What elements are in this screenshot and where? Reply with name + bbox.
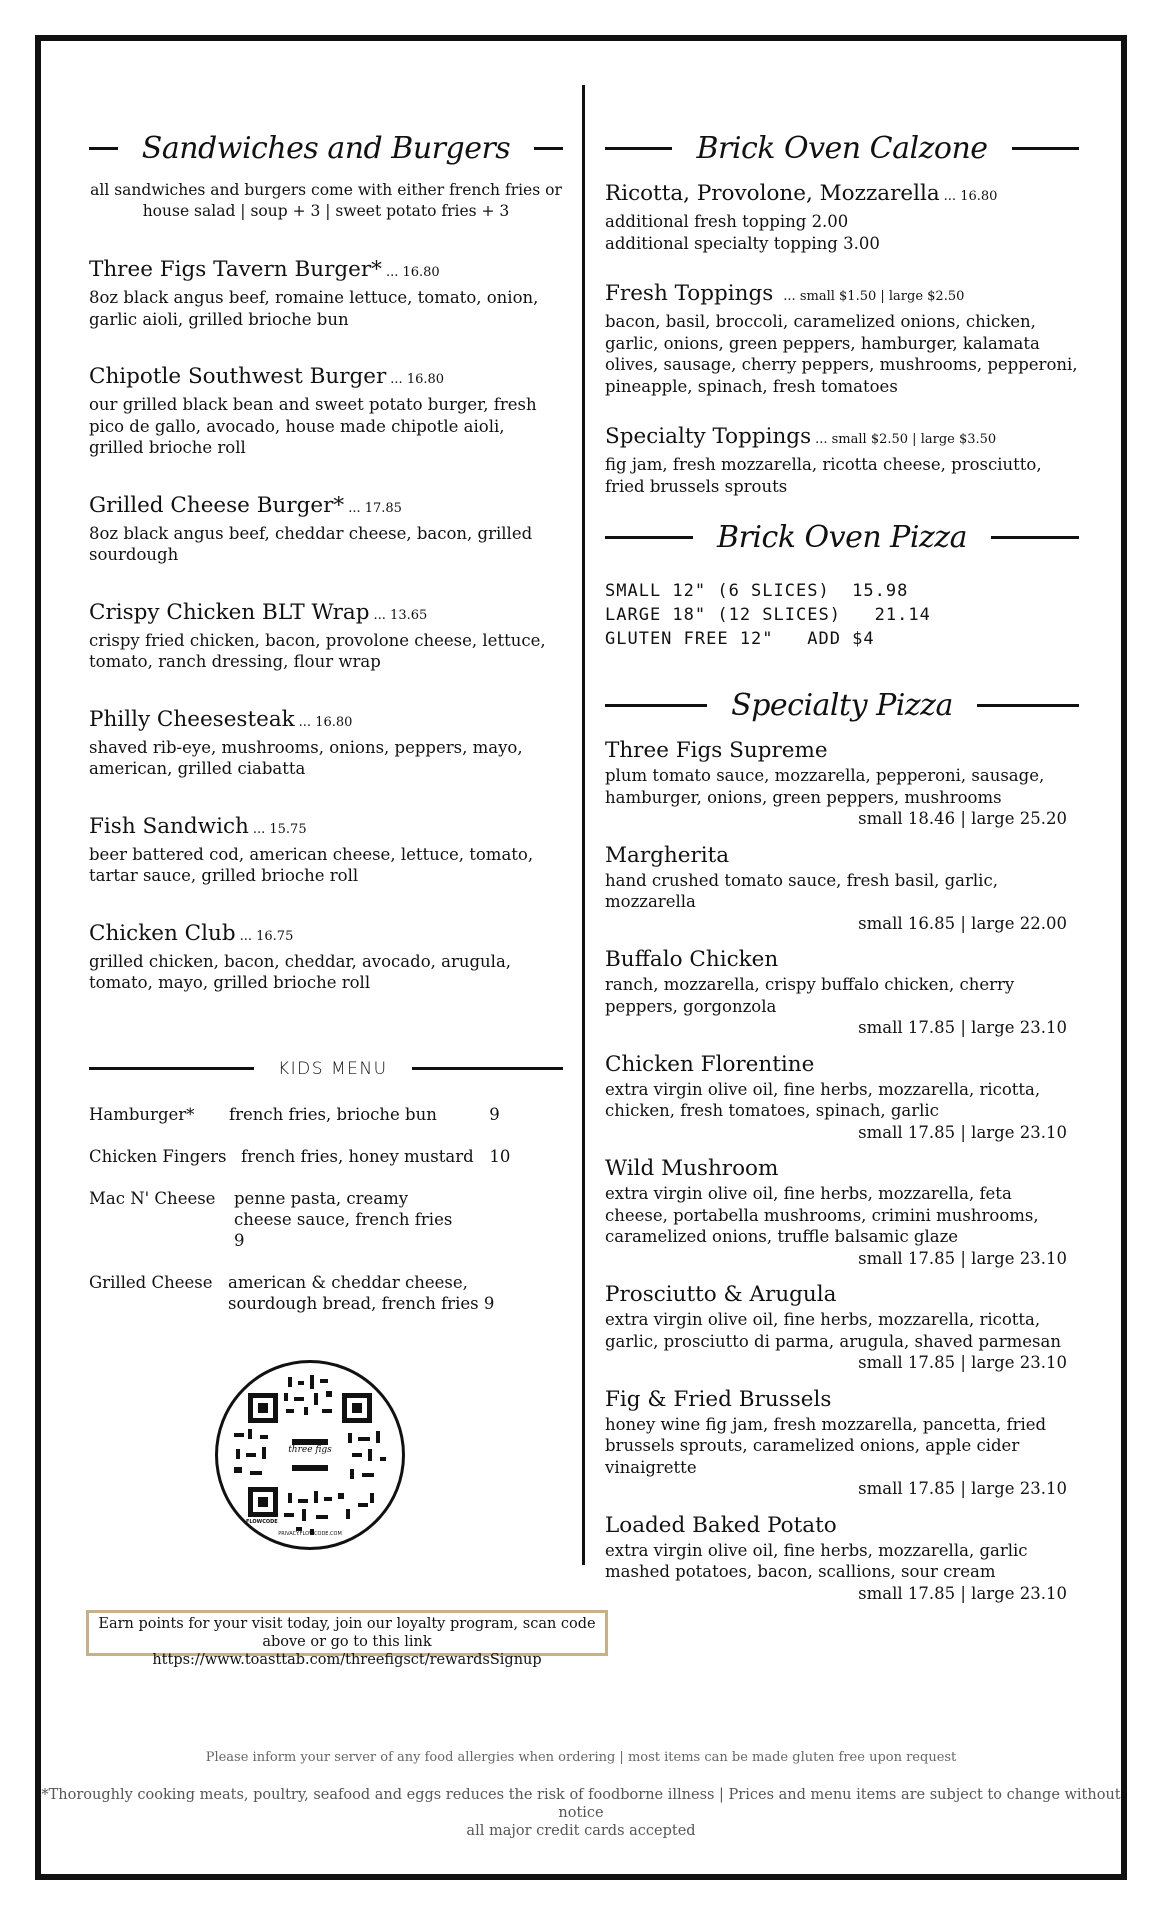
- item-description: hand crushed tomato sauce, fresh basil, garlic, mozzarella: [605, 870, 998, 911]
- item-description: 8oz black angus beef, cheddar cheese, bacon, grilled sourdough: [89, 523, 533, 564]
- item-price: small 16.85 | large 22.00: [858, 913, 1067, 933]
- fresh-toppings: [605, 280, 1079, 397]
- item-name: Chicken Florentine: [605, 1051, 815, 1077]
- item-price: small 17.85 | large 23.10: [858, 1018, 1067, 1037]
- column-divider: [582, 85, 585, 1565]
- sandwiches-header: [89, 118, 563, 178]
- item-name: Prosciutto & Arugula: [605, 1282, 837, 1307]
- item-description: extra virgin olive oil, fine herbs, mozzarella, feta cheese, portabella mushrooms, crimini mushrooms, caramelized onions, truffle balsamic glaze: [605, 1184, 1039, 1246]
- pizza-size-line: LARGE 18" (12 SLICES) 21.14: [605, 605, 931, 625]
- menu-item: [89, 599, 563, 673]
- header-rule: [991, 536, 1079, 539]
- item-price: ... 16.75: [239, 928, 294, 944]
- section-title: Sandwiches and Burgers: [141, 130, 511, 166]
- pizza-item: [605, 842, 1079, 935]
- item-name: Buffalo Chicken: [605, 947, 779, 972]
- item-name: Grilled Cheese Burger*: [89, 492, 345, 518]
- item-name: Chicken Club: [89, 920, 236, 946]
- pizza-size-line: GLUTEN FREE 12" ADD $4: [605, 629, 875, 649]
- section-title: Brick Oven Pizza: [717, 519, 967, 555]
- left-column: [89, 118, 563, 1335]
- qr-code[interactable]: [215, 1360, 405, 1550]
- item-name: Wild Mushroom: [605, 1156, 779, 1181]
- item-name: Ricotta, Provolone, Mozzarella: [605, 181, 940, 206]
- item-price: ... 16.80: [385, 265, 440, 280]
- pizza-size-line: SMALL 12" (6 SLICES) 15.98: [605, 581, 909, 601]
- item-description: our grilled black bean and sweet potato burger, fresh pico de gallo, avocado, house made chipotle aioli, grilled brioche roll: [89, 395, 537, 457]
- kids-item: [89, 1104, 563, 1125]
- specialty-pizza-header: [605, 675, 1079, 735]
- item-description: bacon, basil, broccoli, caramelized onions, chicken, garlic, onions, green peppers, hamburger, kalamata olives, sausage, cherry peppers, mushrooms, pepperoni, pineapple, spinach, fresh tomatoes: [605, 312, 1078, 396]
- header-rule: [412, 1067, 563, 1070]
- menu-item: [89, 920, 563, 994]
- item-description: honey wine fig jam, fresh mozzarella, pancetta, fried brussels sprouts, caramelized onions, apple cider vinaigrette: [605, 1414, 1047, 1477]
- item-price: ... 16.80: [390, 372, 445, 387]
- item-price: small 17.85 | large 23.10: [858, 1248, 1067, 1268]
- qr-flowcode-label: FLOWCODE: [246, 1519, 278, 1525]
- header-rule: [605, 147, 672, 150]
- item-price: ... 16.80: [943, 189, 998, 204]
- item-description: ranch, mozzarella, crispy buffalo chicken, cherry peppers, gorgonzola: [605, 975, 1015, 1016]
- kids-item-desc: american & cheddar cheese, sourdough bread, french fries 9: [228, 1272, 495, 1313]
- item-description: extra virgin olive oil, fine herbs, mozzarella, garlic mashed potatoes, bacon, scallions, sour cream: [605, 1540, 1028, 1581]
- right-column: [605, 118, 1079, 1616]
- allergy-notice: Please inform your server of any food allergies when ordering | most items can be made gluten free upon request: [205, 1750, 957, 1765]
- section-title: Brick Oven Calzone: [696, 130, 988, 166]
- item-description: extra virgin olive oil, fine herbs, mozzarella, ricotta, garlic, prosciutto di parma, arugula, shaved parmesan: [605, 1310, 1061, 1351]
- item-price: small 17.85 | large 23.10: [858, 1583, 1067, 1603]
- pizza-item: [605, 1386, 1079, 1500]
- menu-item: [89, 813, 563, 887]
- item-description: extra virgin olive oil, fine herbs, mozzarella, ricotta, chicken, fresh tomatoes, spinach, garlic: [605, 1079, 1041, 1120]
- item-name: Philly Cheesesteak: [89, 706, 295, 732]
- menu-item: [89, 363, 563, 459]
- kids-menu-title: KIDS MENU: [278, 1058, 388, 1079]
- pizza-item: [605, 1281, 1079, 1374]
- pizza-sizes: [605, 579, 1079, 651]
- item-price: small 18.46 | large 25.20: [858, 809, 1067, 828]
- sandwiches-note: all sandwiches and burgers come with either french fries or house salad | soup + 3 | sweet potato fries + 3: [90, 181, 562, 220]
- item-description: shaved rib-eye, mushrooms, onions, peppers, mayo, american, grilled ciabatta: [89, 737, 523, 778]
- calzone-extra-line: additional specialty topping 3.00: [605, 233, 880, 253]
- qr-brand-text: three figs: [288, 1445, 332, 1455]
- pizza-item: [605, 737, 1079, 830]
- header-rule: [605, 536, 693, 539]
- item-name: Chipotle Southwest Burger: [89, 364, 387, 389]
- item-name: Loaded Baked Potato: [605, 1512, 837, 1538]
- item-price: ... 16.80: [298, 714, 353, 730]
- kids-item-name: Chicken Fingers: [89, 1146, 227, 1166]
- item-description: crispy fried chicken, bacon, provolone cheese, lettuce, tomato, ranch dressing, flour wrap: [89, 630, 546, 671]
- header-rule: [977, 704, 1079, 707]
- header-rule: [89, 147, 118, 150]
- pizza-header: [605, 507, 1079, 567]
- item-name: Margherita: [605, 842, 730, 868]
- item-name: Crispy Chicken BLT Wrap: [89, 599, 370, 625]
- header-rule: [1012, 147, 1079, 150]
- item-name: Three Figs Supreme: [605, 738, 828, 763]
- specialty-toppings: [605, 423, 1079, 497]
- item-price: ... 15.75: [252, 821, 307, 837]
- menu-item: [89, 706, 563, 780]
- header-rule: [605, 704, 707, 707]
- calzone-extra-line: additional fresh topping 2.00: [605, 212, 849, 231]
- item-name: Fish Sandwich: [89, 813, 249, 839]
- item-description: beer battered cod, american cheese, lettuce, tomato, tartar sauce, grilled brioche roll: [89, 844, 534, 885]
- pizza-item: [605, 1512, 1079, 1605]
- item-name: Specialty Toppings: [605, 424, 812, 449]
- item-price: ... 13.65: [373, 607, 428, 623]
- kids-item-name: Mac N' Cheese: [89, 1188, 216, 1208]
- item-price: small 17.85 | large 23.10: [858, 1122, 1067, 1142]
- food-safety-notice: *Thoroughly cooking meats, poultry, seafood and eggs reduces the risk of foodborne illness | Prices and menu items are subject to change without notice: [41, 1787, 1121, 1821]
- credit-card-notice: all major credit cards accepted: [466, 1823, 696, 1839]
- footer-notice: [35, 1786, 1127, 1840]
- kids-item-desc: french fries, brioche bun 9: [229, 1104, 500, 1124]
- calzone-main: [605, 180, 1079, 254]
- kids-item-name: Grilled Cheese: [89, 1272, 213, 1292]
- item-description: 8oz black angus beef, romaine lettuce, tomato, onion, garlic aioli, grilled brioche bun: [89, 288, 539, 329]
- item-name: Three Figs Tavern Burger*: [89, 257, 382, 282]
- section-title: Specialty Pizza: [731, 687, 953, 723]
- header-rule: [89, 1067, 254, 1070]
- item-description: grilled chicken, bacon, cheddar, avocado, arugula, tomato, mayo, grilled brioche roll: [89, 951, 512, 992]
- kids-item-desc: penne pasta, creamy cheese sauce, french fries 9: [234, 1188, 453, 1250]
- loyalty-box: Earn points for your visit today, join our loyalty program, scan code above or go to this link https://www.toasttab.com/threefigsct/rewardsSignup: [86, 1610, 608, 1656]
- item-description: fig jam, fresh mozzarella, ricotta cheese, prosciutto, fried brussels sprouts: [605, 455, 1042, 496]
- kids-item-desc: french fries, honey mustard 10: [241, 1146, 511, 1166]
- pizza-item: [605, 1051, 1079, 1144]
- kids-item: [89, 1146, 563, 1167]
- header-rule: [534, 147, 563, 150]
- menu-item: [89, 256, 563, 330]
- item-price: ... small $2.50 | large $3.50: [815, 432, 997, 447]
- pizza-item: [605, 946, 1079, 1039]
- item-price: ... 17.85: [348, 500, 402, 516]
- calzone-header: [605, 118, 1079, 178]
- item-name: Fig & Fried Brussels: [605, 1386, 832, 1412]
- item-description: plum tomato sauce, mozzarella, pepperoni, sausage, hamburger, onions, green peppers, mushrooms: [605, 766, 1045, 807]
- kids-item-name: Hamburger*: [89, 1104, 195, 1124]
- item-price: small 17.85 | large 23.10: [858, 1353, 1067, 1372]
- item-price: ... small $1.50 | large $2.50: [783, 289, 965, 304]
- qr-privacy-label: PRIVACY.FLOWCODE.COM: [278, 1531, 342, 1537]
- pizza-item: [605, 1155, 1079, 1269]
- menu-item: [89, 492, 563, 566]
- kids-item: [89, 1188, 563, 1251]
- kids-menu-header: [89, 1054, 563, 1084]
- item-name: Fresh Toppings: [605, 281, 774, 306]
- kids-item: [89, 1272, 563, 1314]
- item-price: small 17.85 | large 23.10: [858, 1479, 1067, 1498]
